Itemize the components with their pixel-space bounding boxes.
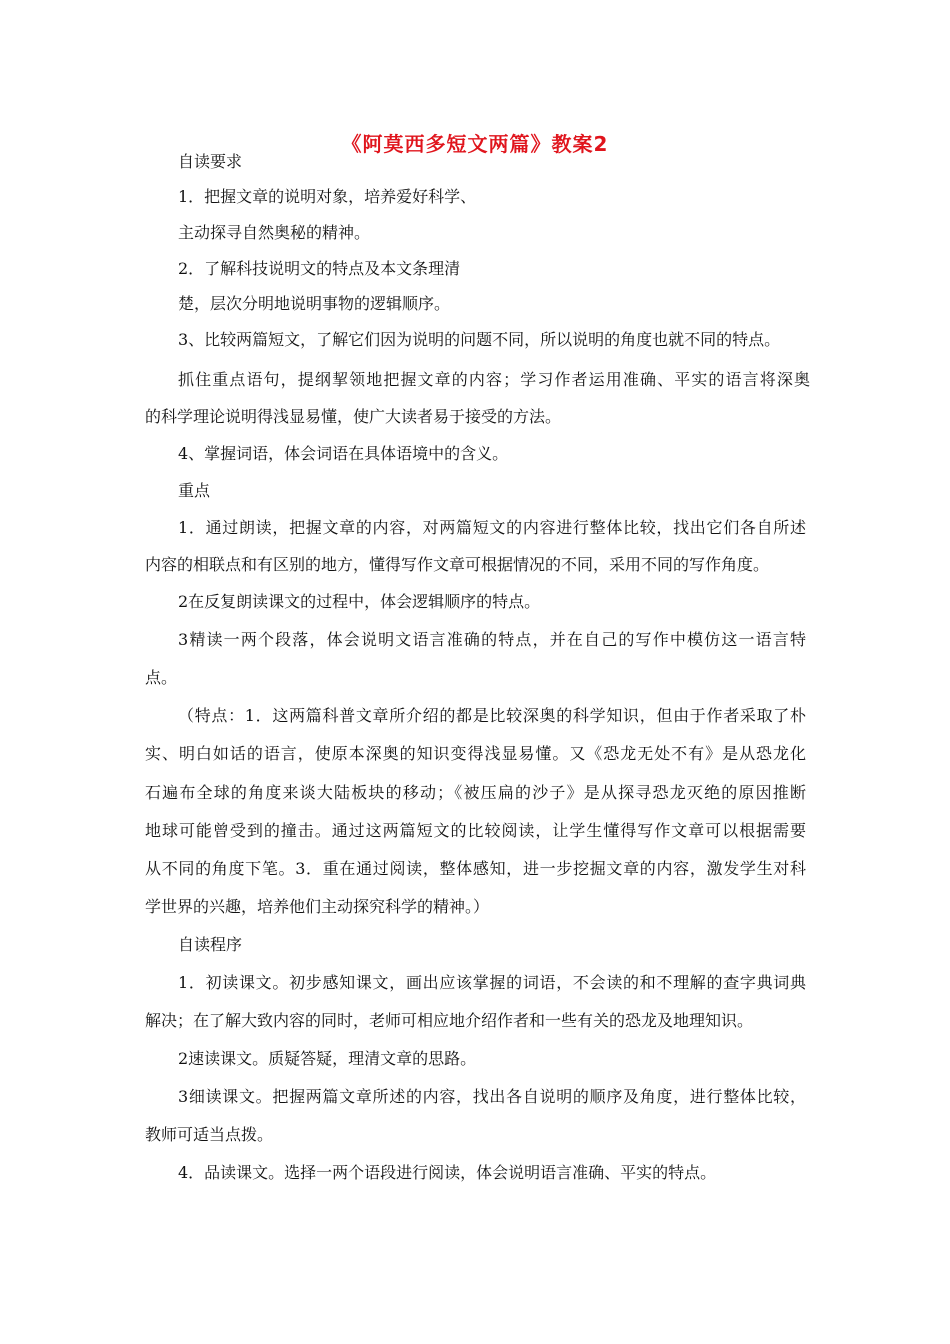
- paragraph-line: 主动探寻自然奥秘的精神。: [178, 223, 371, 242]
- paragraph-line: 1．把握文章的说明对象，培养爱好科学、: [178, 187, 477, 206]
- paragraph-line: 2速读课文。质疑答疑，理清文章的思路。: [178, 1049, 477, 1068]
- paragraph-line: 4、掌握词语，体会词语在具体语境中的含义。: [178, 444, 509, 463]
- section-heading-key-points: 重点: [178, 481, 211, 500]
- paragraph-line: 楚，层次分明地说明事物的逻辑顺序。: [178, 294, 451, 313]
- paragraph-line: （特点：1．这两篇科普文章所介绍的都是比较深奥的科学知识，但由于作者采取了朴: [178, 706, 806, 725]
- paragraph-line: 1．初读课文。初步感知课文，画出应该掌握的词语，不会读的和不理解的查字典词典: [178, 973, 806, 992]
- paragraph-line: 的科学理论说明得浅显易懂，使广大读者易于接受的方法。: [145, 407, 562, 426]
- paragraph-line: 石遍布全球的角度来谈大陆板块的移动；《被压扁的沙子》是从探寻恐龙灭绝的原因推断: [145, 783, 806, 802]
- paragraph-line: 地球可能曾受到的撞击。通过这两篇短文的比较阅读，让学生懂得写作文章可以根据需要: [145, 821, 806, 840]
- paragraph-line: 2．了解科技说明文的特点及本文条理清: [178, 259, 461, 278]
- paragraph-line: 解决；在了解大致内容的同时，老师可相应地介绍作者和一些有关的恐龙及地理知识。: [145, 1011, 754, 1030]
- section-heading-reading-procedure: 自读程序: [178, 935, 243, 954]
- page-title: 《阿莫西多短文两篇》教案2: [341, 132, 609, 156]
- paragraph-line: 2在反复朗读课文的过程中，体会逻辑顺序的特点。: [178, 592, 541, 611]
- paragraph-line: 从不同的角度下笔。3．重在通过阅读，整体感知，进一步挖掘文章的内容，激发学生对科: [145, 859, 806, 878]
- paragraph-line: 学世界的兴趣，培养他们主动探究科学的精神。）: [145, 897, 490, 916]
- paragraph-line: 1．通过朗读，把握文章的内容，对两篇短文的内容进行整体比较，找出它们各自所述: [178, 518, 806, 537]
- paragraph-line: 教师可适当点拨。: [145, 1125, 274, 1144]
- paragraph-line: 抓住重点语句，提纲挈领地把握文章的内容；学习作者运用准确、平实的语言将深奥: [178, 370, 810, 389]
- paragraph-line: 点。: [145, 668, 178, 687]
- paragraph-line: 实、明白如话的语言，使原本深奥的知识变得浅显易懂。又《恐龙无处不有》是从恐龙化: [145, 744, 806, 763]
- paragraph-line: 内容的相联点和有区别的地方，懂得写作文章可根据情况的不同，采用不同的写作角度。: [145, 555, 770, 574]
- paragraph-line: 3精读一两个段落，体会说明文语言准确的特点，并在自己的写作中模仿这一语言特: [178, 630, 806, 649]
- paragraph-line: 3细读课文。把握两篇文章所述的内容，找出各自说明的顺序及角度，进行整体比较，: [178, 1087, 806, 1106]
- paragraph-line: 3、比较两篇短文，了解它们因为说明的问题不同，所以说明的角度也就不同的特点。: [178, 330, 781, 349]
- section-heading-reading-requirements: 自读要求: [178, 152, 243, 171]
- paragraph-line: 4．品读课文。选择一两个语段进行阅读，体会说明语言准确、平实的特点。: [178, 1163, 717, 1182]
